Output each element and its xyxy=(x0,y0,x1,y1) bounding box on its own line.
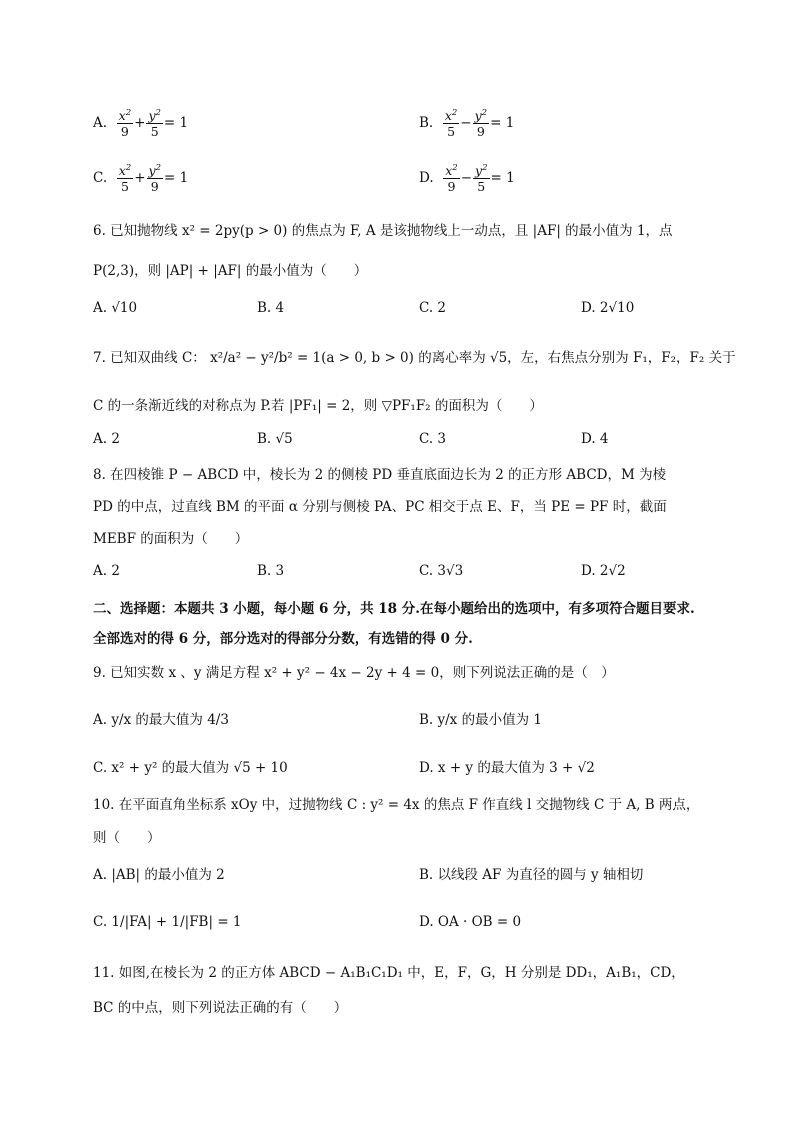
q7-stem-line2: C 的一条渐近线的对称点为 P.若 |PF₁| = 2，则 ▽PF₁F₂ 的面积为（ ） xyxy=(93,398,543,414)
option-label: C. xyxy=(93,170,108,186)
q6-stem-line2: P(2,3)，则 |AP| + |AF| 的最小值为（ ） xyxy=(93,263,368,279)
q9-option-c: C. x² + y² 的最大值为 √5 + 10 xyxy=(93,760,288,776)
q9-option-b: B. y/x 的最小值为 1 xyxy=(419,712,542,728)
option-label: D. xyxy=(419,170,434,186)
q8-option-b: B. 3 xyxy=(257,563,285,579)
q9-stem-line1: 9. 已知实数 x 、y 满足方程 x² + y² − 4x − 2y + 4 = 0，则下列说法正确的是（ ） xyxy=(93,665,615,681)
q8-option-d: D. 2√2 xyxy=(581,563,626,579)
q10-option-d: D. OA · OB = 0 xyxy=(419,914,522,930)
section-heading-line1: 二、选择题：本题共 3 小题，每小题 6 分，共 18 分.在每小题给出的选项中，有多项符合题目要求. xyxy=(93,601,695,617)
q7-option-a: A. 2 xyxy=(93,431,120,447)
q7-stem-line1: 7. 已知双曲线 C： x²/a² − y²/b² = 1(a > 0, b > 0) 的离心率为 √5，左，右焦点分别为 F₁，F₂，F₂ 关于 xyxy=(93,350,736,366)
q6-option-a: A. √10 xyxy=(93,300,138,316)
q5-option-c: C. $\frac{x^2}{5}$ + $\frac{y^2}{9}$ = 1 xyxy=(93,163,189,194)
q9-option-a: A. y/x 的最大值为 4/3 xyxy=(93,712,229,728)
q7-option-b: B. √5 xyxy=(257,431,293,447)
q5-option-d: D. $\frac{x^2}{9}$ − $\frac{y^2}{5}$ = 1 xyxy=(419,163,515,194)
q6-stem-line1: 6. 已知抛物线 x² = 2py(p > 0) 的焦点为 F, A 是该抛物线上一动点，且 |AF| 的最小值为 1，点 xyxy=(93,223,673,239)
q11-stem-line1: 11. 如图,在棱长为 2 的正方体 ABCD − A₁B₁C₁D₁ 中，E，F，G，H 分别是 DD₁，A₁B₁，CD， xyxy=(93,965,685,981)
q10-option-b: B. 以线段 AF 为直径的圆与 y 轴相切 xyxy=(419,867,644,883)
q8-option-c: C. 3√3 xyxy=(419,563,464,579)
q6-option-d: D. 2√10 xyxy=(581,300,635,316)
q9-option-d: D. x + y 的最大值为 3 + √2 xyxy=(419,760,595,776)
q8-stem-line3: MEBF 的面积为（ ） xyxy=(93,531,249,547)
q6-option-c: C. 2 xyxy=(419,300,447,316)
q10-option-a: A. |AB| 的最小值为 2 xyxy=(93,867,225,883)
option-label: B. xyxy=(419,115,434,131)
q8-option-a: A. 2 xyxy=(93,563,120,579)
q7-option-d: D. 4 xyxy=(581,431,609,447)
q10-option-c: C. 1/|FA| + 1/|FB| = 1 xyxy=(93,914,242,930)
q8-stem-line2: PD 的中点，过直线 BM 的平面 α 分别与侧棱 PA、PC 相交于点 E、F，当 PE = PF 时，截面 xyxy=(93,499,667,515)
q10-stem-line1: 10. 在平面直角坐标系 xOy 中，过抛物线 C : y² = 4x 的焦点 F 作直线 l 交抛物线 C 于 A, B 两点， xyxy=(93,797,700,813)
q7-option-c: C. 3 xyxy=(419,431,447,447)
q6-option-b: B. 4 xyxy=(257,300,285,316)
q5-option-a: A. $\frac{x^2}{9}$ + $\frac{y^2}{5}$ = 1 xyxy=(93,108,189,139)
option-label: A. xyxy=(93,115,108,131)
q8-stem-line1: 8. 在四棱锥 P − ABCD 中，棱长为 2 的侧棱 PD 垂直底面边长为 2 的正方形 ABCD，M 为棱 xyxy=(93,467,667,483)
section-heading-line2: 全部选对的得 6 分，部分选对的得部分分数，有选错的得 0 分. xyxy=(93,631,473,647)
q5-option-b: B. $\frac{x^2}{5}$ − $\frac{y^2}{9}$ = 1 xyxy=(419,108,515,139)
q10-stem-line2: 则（ ） xyxy=(93,830,161,846)
q11-stem-line2: BC 的中点，则下列说法正确的有（ ） xyxy=(93,1000,348,1016)
